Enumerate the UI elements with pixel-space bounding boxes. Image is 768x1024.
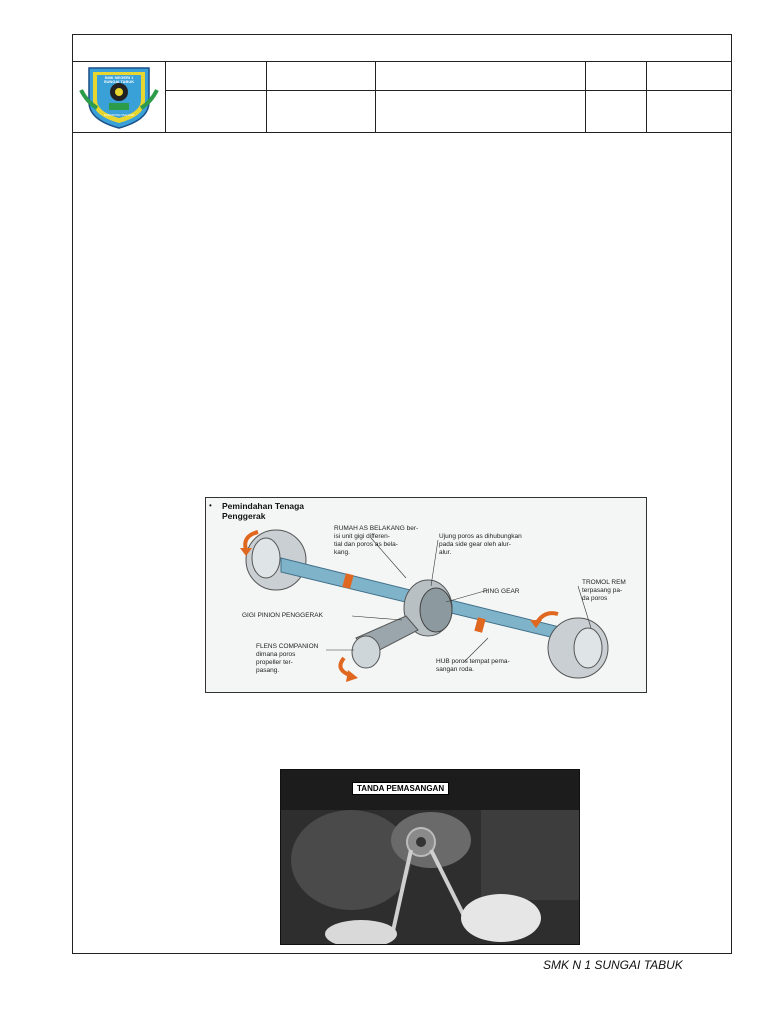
label-flens: FLENS COMPANION dimana poros propeller ter- pasang. bbox=[256, 643, 319, 674]
header-cell bbox=[585, 90, 646, 132]
label-tromol: TROMOL REM terpasang pa- da poros bbox=[582, 579, 626, 602]
header-cell bbox=[375, 90, 585, 132]
label-gigi-pinion: GIGI PINION PENGGERAK bbox=[242, 612, 323, 619]
label-ring-gear: RING GEAR bbox=[483, 588, 520, 595]
header-divider bbox=[73, 132, 166, 133]
label-hub: HUB poros tempat pema- sangan roda. bbox=[436, 658, 510, 673]
header-cell bbox=[266, 90, 375, 132]
header-title-row bbox=[73, 35, 731, 62]
photo-illustration bbox=[281, 770, 580, 945]
logo-cell bbox=[73, 62, 166, 133]
logo-text-1: SMK NEGERI 1 bbox=[104, 75, 134, 80]
label-rumah-as: RUMAH AS BELAKANG ber- isi unit gigi differen- tial dan poros as bela- kang. bbox=[334, 525, 419, 556]
header-cell bbox=[166, 90, 266, 132]
header-cell bbox=[646, 62, 732, 90]
header-cell bbox=[585, 62, 646, 90]
header-cell bbox=[375, 62, 585, 90]
logo-text-2: SUNGAI TABUK bbox=[103, 79, 135, 84]
label-ujung-poros: Ujung poros as dihubungkan pada side gear oleh alur- alur. bbox=[439, 533, 522, 556]
figure-title: Pemindahan Tenaga Penggerak bbox=[222, 501, 305, 521]
header-cell bbox=[646, 90, 732, 132]
header-grid bbox=[166, 62, 732, 133]
mounting-mark-photo bbox=[280, 769, 580, 945]
rear-axle-figure bbox=[205, 497, 647, 693]
header-cell bbox=[166, 62, 266, 90]
logo-text-3: KABUPATEN BANJAR bbox=[103, 113, 135, 117]
bullet-icon: • bbox=[209, 501, 212, 510]
footer-school-name: SMK N 1 SUNGAI TABUK bbox=[543, 958, 683, 972]
header-cell bbox=[266, 62, 375, 90]
school-logo bbox=[73, 62, 166, 132]
mounting-mark-tag: TANDA PEMASANGAN bbox=[352, 782, 449, 795]
